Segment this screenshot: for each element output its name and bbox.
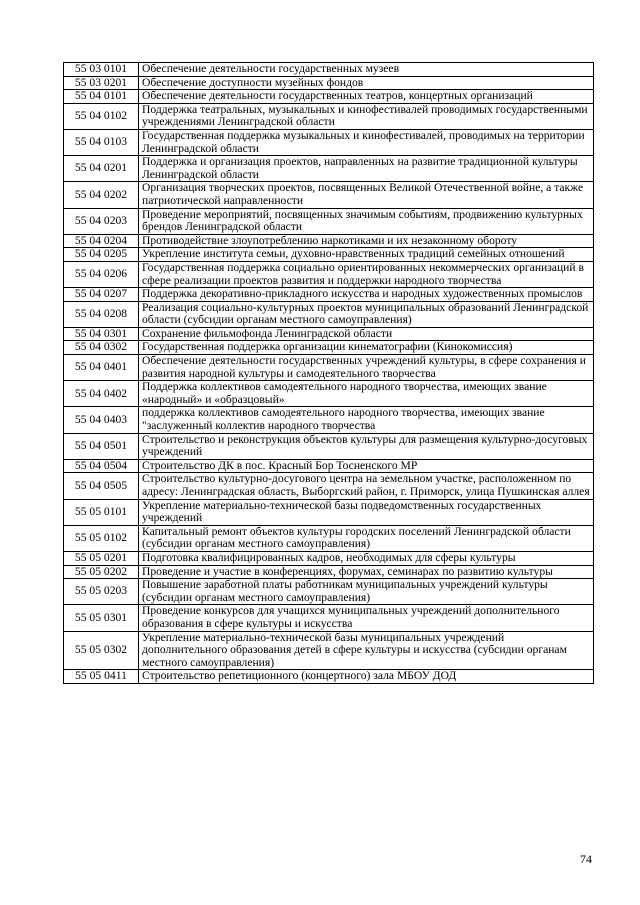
table-row xyxy=(64,301,594,327)
row-code: 55 05 0411 xyxy=(64,670,139,684)
row-code: 55 04 0205 xyxy=(64,248,139,262)
row-code: 55 04 0302 xyxy=(64,341,139,355)
row-code: 55 04 0505 xyxy=(64,473,139,499)
row-code: 55 05 0302 xyxy=(64,631,139,670)
row-description: Реализация социально-культурных проектов муниципальных образований Ленинградской области (субсидии органам местного самоуправления) xyxy=(139,301,594,327)
table-row xyxy=(64,156,594,182)
table-row xyxy=(64,261,594,287)
row-description: Укрепление института семьи, духовно-нравственных традиций семейных отношений xyxy=(139,248,594,262)
row-code: 55 04 0206 xyxy=(64,261,139,287)
table-row xyxy=(64,407,594,433)
table-row xyxy=(64,499,594,525)
row-description: Обеспечение деятельности государственных музеев xyxy=(139,63,594,77)
table-row xyxy=(64,551,594,565)
row-code: 55 04 0504 xyxy=(64,459,139,473)
row-code: 55 04 0102 xyxy=(64,103,139,129)
row-description: Капитальный ремонт объектов культуры городских поселений Ленинградской области (субсидии органам местного самоуправления) xyxy=(139,525,594,551)
row-description: Обеспечение деятельности государственных учреждений культуры, в сфере сохранения и развития народной культуры и самодеятельного творчества xyxy=(139,355,594,381)
row-description: Государственная поддержка социально ориентированных некоммерческих организаций в сфере реализации проектов развития и поддержки народного творчества xyxy=(139,261,594,287)
row-code: 55 04 0201 xyxy=(64,156,139,182)
row-code: 55 05 0203 xyxy=(64,579,139,605)
row-code: 55 05 0202 xyxy=(64,565,139,579)
table-row xyxy=(64,525,594,551)
table-row xyxy=(64,248,594,262)
table-row xyxy=(64,103,594,129)
row-description: Строительство репетиционного (концертного) зала МБОУ ДОД xyxy=(139,670,594,684)
table-row xyxy=(64,63,594,77)
table-body xyxy=(64,63,594,684)
row-description: Сохранение фильмофонда Ленинградской области xyxy=(139,327,594,341)
budget-code-table xyxy=(63,62,594,684)
row-description: Подготовка квалифицированных кадров, необходимых для сферы культуры xyxy=(139,551,594,565)
table-row xyxy=(64,90,594,104)
row-description: Обеспечение деятельности государственных театров, концертных организаций xyxy=(139,90,594,104)
table-row xyxy=(64,473,594,499)
row-description: Укрепление материально-технической базы муниципальных учреждений дополнительного образования детей в сфере культуры и искусства (субсидии органам местного самоуправления) xyxy=(139,631,594,670)
row-description: Проведение конкурсов для учащихся муниципальных учреждений дополнительного образования в сфере культуры и искусства xyxy=(139,605,594,631)
row-code: 55 04 0207 xyxy=(64,288,139,302)
table-row xyxy=(64,341,594,355)
table-row xyxy=(64,288,594,302)
row-code: 55 04 0401 xyxy=(64,355,139,381)
row-code: 55 04 0203 xyxy=(64,208,139,234)
row-description: Поддержка коллективов самодеятельного народного творчества, имеющих звание «народный» и «образцовый» xyxy=(139,381,594,407)
row-code: 55 04 0501 xyxy=(64,433,139,459)
table-row xyxy=(64,76,594,90)
row-description: Строительство ДК в пос. Красный Бор Тосненского МР xyxy=(139,459,594,473)
row-description: Укрепление материально-технической базы подведомственных государственных учреждений xyxy=(139,499,594,525)
table-row xyxy=(64,605,594,631)
row-description: Государственная поддержка организации кинематографии (Кинокомиссия) xyxy=(139,341,594,355)
table-row xyxy=(64,670,594,684)
row-code: 55 05 0102 xyxy=(64,525,139,551)
document-page xyxy=(63,62,593,684)
row-description: Строительство и реконструкция объектов культуры для размещения культурно-досуговых учреждений xyxy=(139,433,594,459)
row-description: поддержка коллективов самодеятельного народного творчества, имеющих звание "заслуженный коллектив народного творчества xyxy=(139,407,594,433)
table-row xyxy=(64,459,594,473)
table-row xyxy=(64,579,594,605)
row-description: Обеспечение доступности музейных фондов xyxy=(139,76,594,90)
row-code: 55 05 0201 xyxy=(64,551,139,565)
row-description: Поддержка и организация проектов, направленных на развитие традиционной культуры Ленинградской области xyxy=(139,156,594,182)
row-code: 55 04 0403 xyxy=(64,407,139,433)
table-row xyxy=(64,208,594,234)
row-description: Проведение мероприятий, посвященных значимым событиям, продвижению культурных брендов Ленинградской области xyxy=(139,208,594,234)
row-code: 55 05 0301 xyxy=(64,605,139,631)
row-code: 55 04 0301 xyxy=(64,327,139,341)
table-row xyxy=(64,433,594,459)
table-row xyxy=(64,234,594,248)
row-description: Государственная поддержка музыкальных и кинофестивалей, проводимых на территории Ленинградской области xyxy=(139,129,594,155)
row-description: Строительство культурно-досугового центра на земельном участке, расположенном по адресу: Ленинградская область, Выборгский район, г. Приморск, улица Пушкинская аллея xyxy=(139,473,594,499)
row-code: 55 03 0101 xyxy=(64,63,139,77)
row-description: Противодействие злоупотреблению наркотиками и их незаконному обороту xyxy=(139,234,594,248)
table-row xyxy=(64,631,594,670)
row-description: Поддержка декоративно-прикладного искусства и народных художественных промыслов xyxy=(139,288,594,302)
row-code: 55 04 0103 xyxy=(64,129,139,155)
row-description: Проведение и участие в конференциях, форумах, семинарах по развитию культуры xyxy=(139,565,594,579)
table-row xyxy=(64,327,594,341)
row-description: Повышение заработной платы работникам муниципальных учреждений культуры (субсидии органам местного самоуправления) xyxy=(139,579,594,605)
row-code: 55 05 0101 xyxy=(64,499,139,525)
row-description: Поддержка театральных, музыкальных и кинофестивалей проводимых государственными учреждениями Ленинградской области xyxy=(139,103,594,129)
table-row xyxy=(64,182,594,208)
row-description: Организация творческих проектов, посвященных Великой Отечественной войне, а также патриотической направленности xyxy=(139,182,594,208)
table-row xyxy=(64,381,594,407)
table-row xyxy=(64,565,594,579)
row-code: 55 04 0208 xyxy=(64,301,139,327)
row-code: 55 04 0202 xyxy=(64,182,139,208)
page-number: 74 xyxy=(580,852,592,866)
row-code: 55 04 0101 xyxy=(64,90,139,104)
row-code: 55 04 0204 xyxy=(64,234,139,248)
table-row xyxy=(64,355,594,381)
row-code: 55 04 0402 xyxy=(64,381,139,407)
table-row xyxy=(64,129,594,155)
row-code: 55 03 0201 xyxy=(64,76,139,90)
